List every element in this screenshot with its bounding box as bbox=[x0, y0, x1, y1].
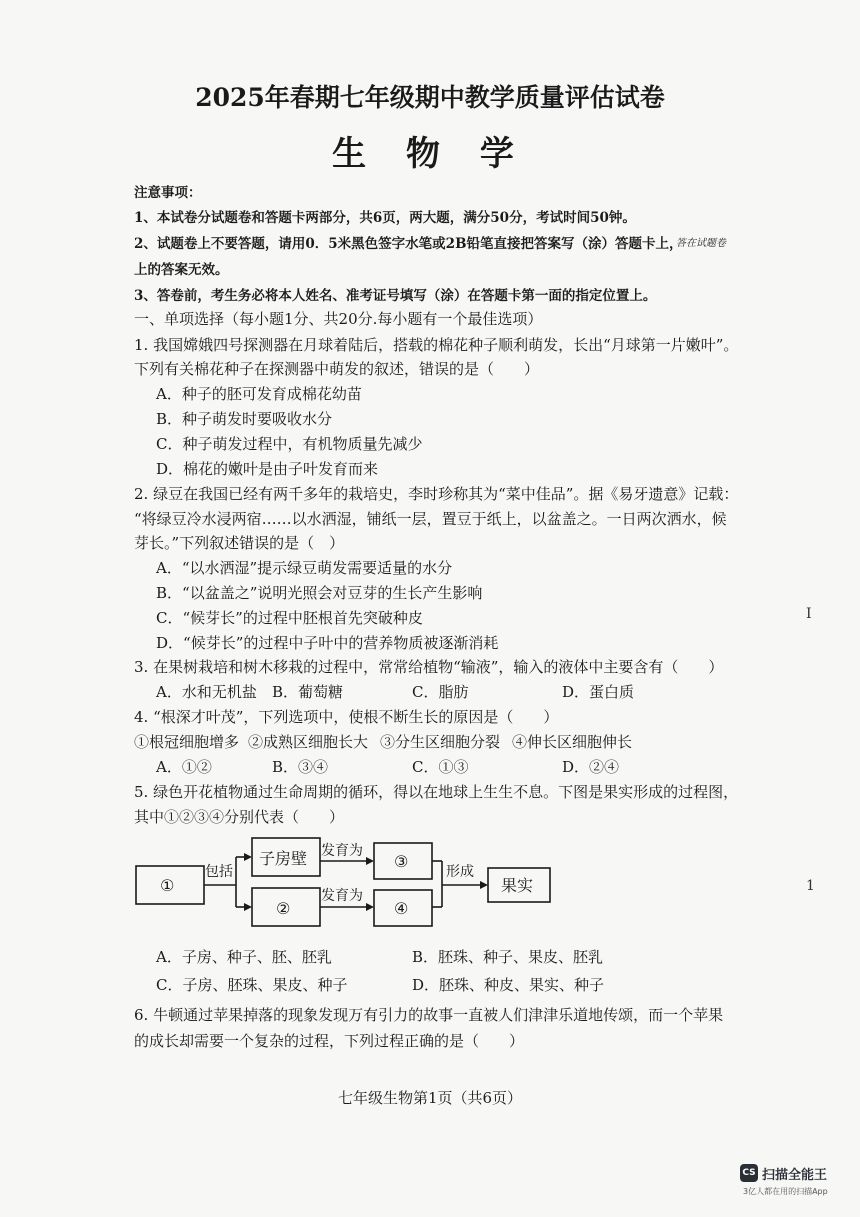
q1-line-2: 下列有关棉花种子在探测器中萌发的叙述，错误的是（ ） bbox=[134, 360, 540, 378]
q1-option-d: D．棉花的嫩叶是由子叶发育而来 bbox=[156, 460, 379, 478]
diagram-label-form: 形成 bbox=[446, 864, 474, 880]
diagram-text-2: ② bbox=[276, 899, 291, 918]
q3-option-d: D．蛋白质 bbox=[562, 683, 635, 701]
diagram-text-4: ④ bbox=[394, 899, 409, 918]
diagram-label-include: 包括 bbox=[205, 864, 233, 880]
diagram-label-develop-1: 发育为 bbox=[321, 843, 363, 859]
exam-title: 2025年春期七年级期中教学质量评估试卷 bbox=[195, 83, 665, 112]
diagram-text-ovary-wall: 子房壁 bbox=[259, 849, 308, 868]
q4-option-c: C．①③ bbox=[412, 758, 469, 776]
q3-line-1: 3. 在果树栽培和树木移栽的过程中，常常给植物“输液”，输入的液体中主要含有（ ） bbox=[134, 658, 724, 676]
q5-option-d: D．胚珠、种皮、果实、种子 bbox=[412, 976, 605, 994]
q4-line-1: 4. “根深才叶茂”，下列选项中，使根不断生长的原因是（ ） bbox=[134, 708, 559, 726]
q4-statement-4: ④伸长区细胞伸长 bbox=[512, 733, 633, 751]
q4-statement-3: ③分生区细胞分裂 bbox=[380, 733, 501, 751]
notice-heading: 注意事项： bbox=[134, 185, 202, 201]
q4-option-a: A．①② bbox=[156, 758, 212, 776]
q1-option-b: B．种子萌发时要吸收水分 bbox=[156, 410, 333, 428]
notice-item-1: 1、本试卷分试题卷和答题卡两部分，共6页，两大题，满分50分，考试时间50钟。 bbox=[134, 210, 636, 226]
q2-line-1: 2. 绿豆在我国已经有两千多年的栽培史，李时珍称其为“菜中佳品”。据《易牙遗意》记载： bbox=[134, 485, 739, 503]
q6-line-2: 的成长却需要一个复杂的过程，下列过程正确的是（ ） bbox=[134, 1032, 525, 1050]
q4-statement-1: ①根冠细胞增多 bbox=[134, 733, 240, 751]
margin-mark-1: I bbox=[806, 606, 812, 622]
q6-line-1: 6. 牛顿通过苹果掉落的现象发现万有引力的故事一直被人们津津乐道地传颂，而一个苹果 bbox=[134, 1006, 724, 1024]
notice-item-2-cont: 上的答案无效。 bbox=[134, 262, 229, 278]
q1-option-c: C．种子萌发过程中，有机物质量先减少 bbox=[156, 435, 423, 453]
q3-option-b: B．葡萄糖 bbox=[272, 683, 344, 701]
q1-option-a: A．种子的胚可发育成棉花幼苗 bbox=[156, 385, 362, 403]
q3-option-a: A．水和无机盐 bbox=[156, 683, 257, 701]
q5-option-c: C．子房、胚珠、果皮、种子 bbox=[156, 976, 348, 994]
scanner-logo-icon: CS bbox=[740, 1164, 758, 1182]
q4-statement-2: ②成熟区细胞长大 bbox=[248, 733, 369, 751]
notice-item-3: 3、答卷前，考生务必将本人姓名、准考证号填写（涂）在答题卡第一面的指定位置上。 bbox=[134, 288, 657, 304]
q2-option-a: A．“以水洒湿”提示绿豆萌发需要适量的水分 bbox=[156, 559, 453, 577]
q2-option-c: C．“候芽长”的过程中胚根首先突破种皮 bbox=[156, 609, 423, 627]
diagram-label-develop-2: 发育为 bbox=[321, 888, 363, 904]
scanner-tagline: 3亿人都在用的扫描App bbox=[743, 1187, 828, 1196]
q2-line-3: 芽长。”下列叙述错误的是（ ） bbox=[134, 534, 345, 552]
q2-option-b: B．“以盆盖之”说明光照会对豆芽的生长产生影响 bbox=[156, 584, 483, 602]
diagram-text-1: ① bbox=[160, 876, 175, 895]
diagram-text-fruit: 果实 bbox=[501, 876, 534, 895]
notice-item-2: 2、试题卷上不要答题，请用0．5米黑色签字水笔或2B铅笔直接把答案写（涂）答题卡上， bbox=[134, 236, 683, 252]
q2-option-d: D．“候芽长”的过程中子叶中的营养物质被逐渐消耗 bbox=[156, 634, 499, 652]
q2-line-2: “将绿豆冷水浸两宿……以水洒湿，铺纸一层，置豆于纸上，以盆盖之。一日两次洒水，候 bbox=[134, 510, 727, 528]
margin-mark-2: 1 bbox=[806, 878, 815, 894]
q5-line-1: 5. 绿色开花植物通过生命周期的循环，得以在地球上生生不息。下图是果实形成的过程图， bbox=[134, 783, 739, 801]
q5-line-2: 其中①②③④分别代表（ ） bbox=[134, 808, 345, 826]
q4-option-b: B．③④ bbox=[272, 758, 329, 776]
q5-option-b: B．胚珠、种子、果皮、胚乳 bbox=[412, 948, 604, 966]
section-heading: 一、单项选择（每小题1分、共20分.每小题有一个最佳选项） bbox=[134, 310, 543, 328]
scanner-app-name: 扫描全能王 bbox=[762, 1168, 828, 1183]
q4-option-d: D．②④ bbox=[562, 758, 620, 776]
subject-title: 生 物 学 bbox=[332, 134, 528, 174]
q1-line-1: 1. 我国嫦娥四号探测器在月球着陆后，搭载的棉花种子顺利萌发，长出“月球第一片嫩叶”。 bbox=[134, 336, 739, 354]
diagram-text-3: ③ bbox=[394, 852, 409, 871]
q3-option-c: C．脂肪 bbox=[412, 683, 469, 701]
handwritten-note: 答在试题卷 bbox=[676, 238, 726, 249]
q5-option-a: A．子房、种子、胚、胚乳 bbox=[156, 948, 332, 966]
page-footer: 七年级生物第1页（共6页） bbox=[337, 1089, 523, 1107]
